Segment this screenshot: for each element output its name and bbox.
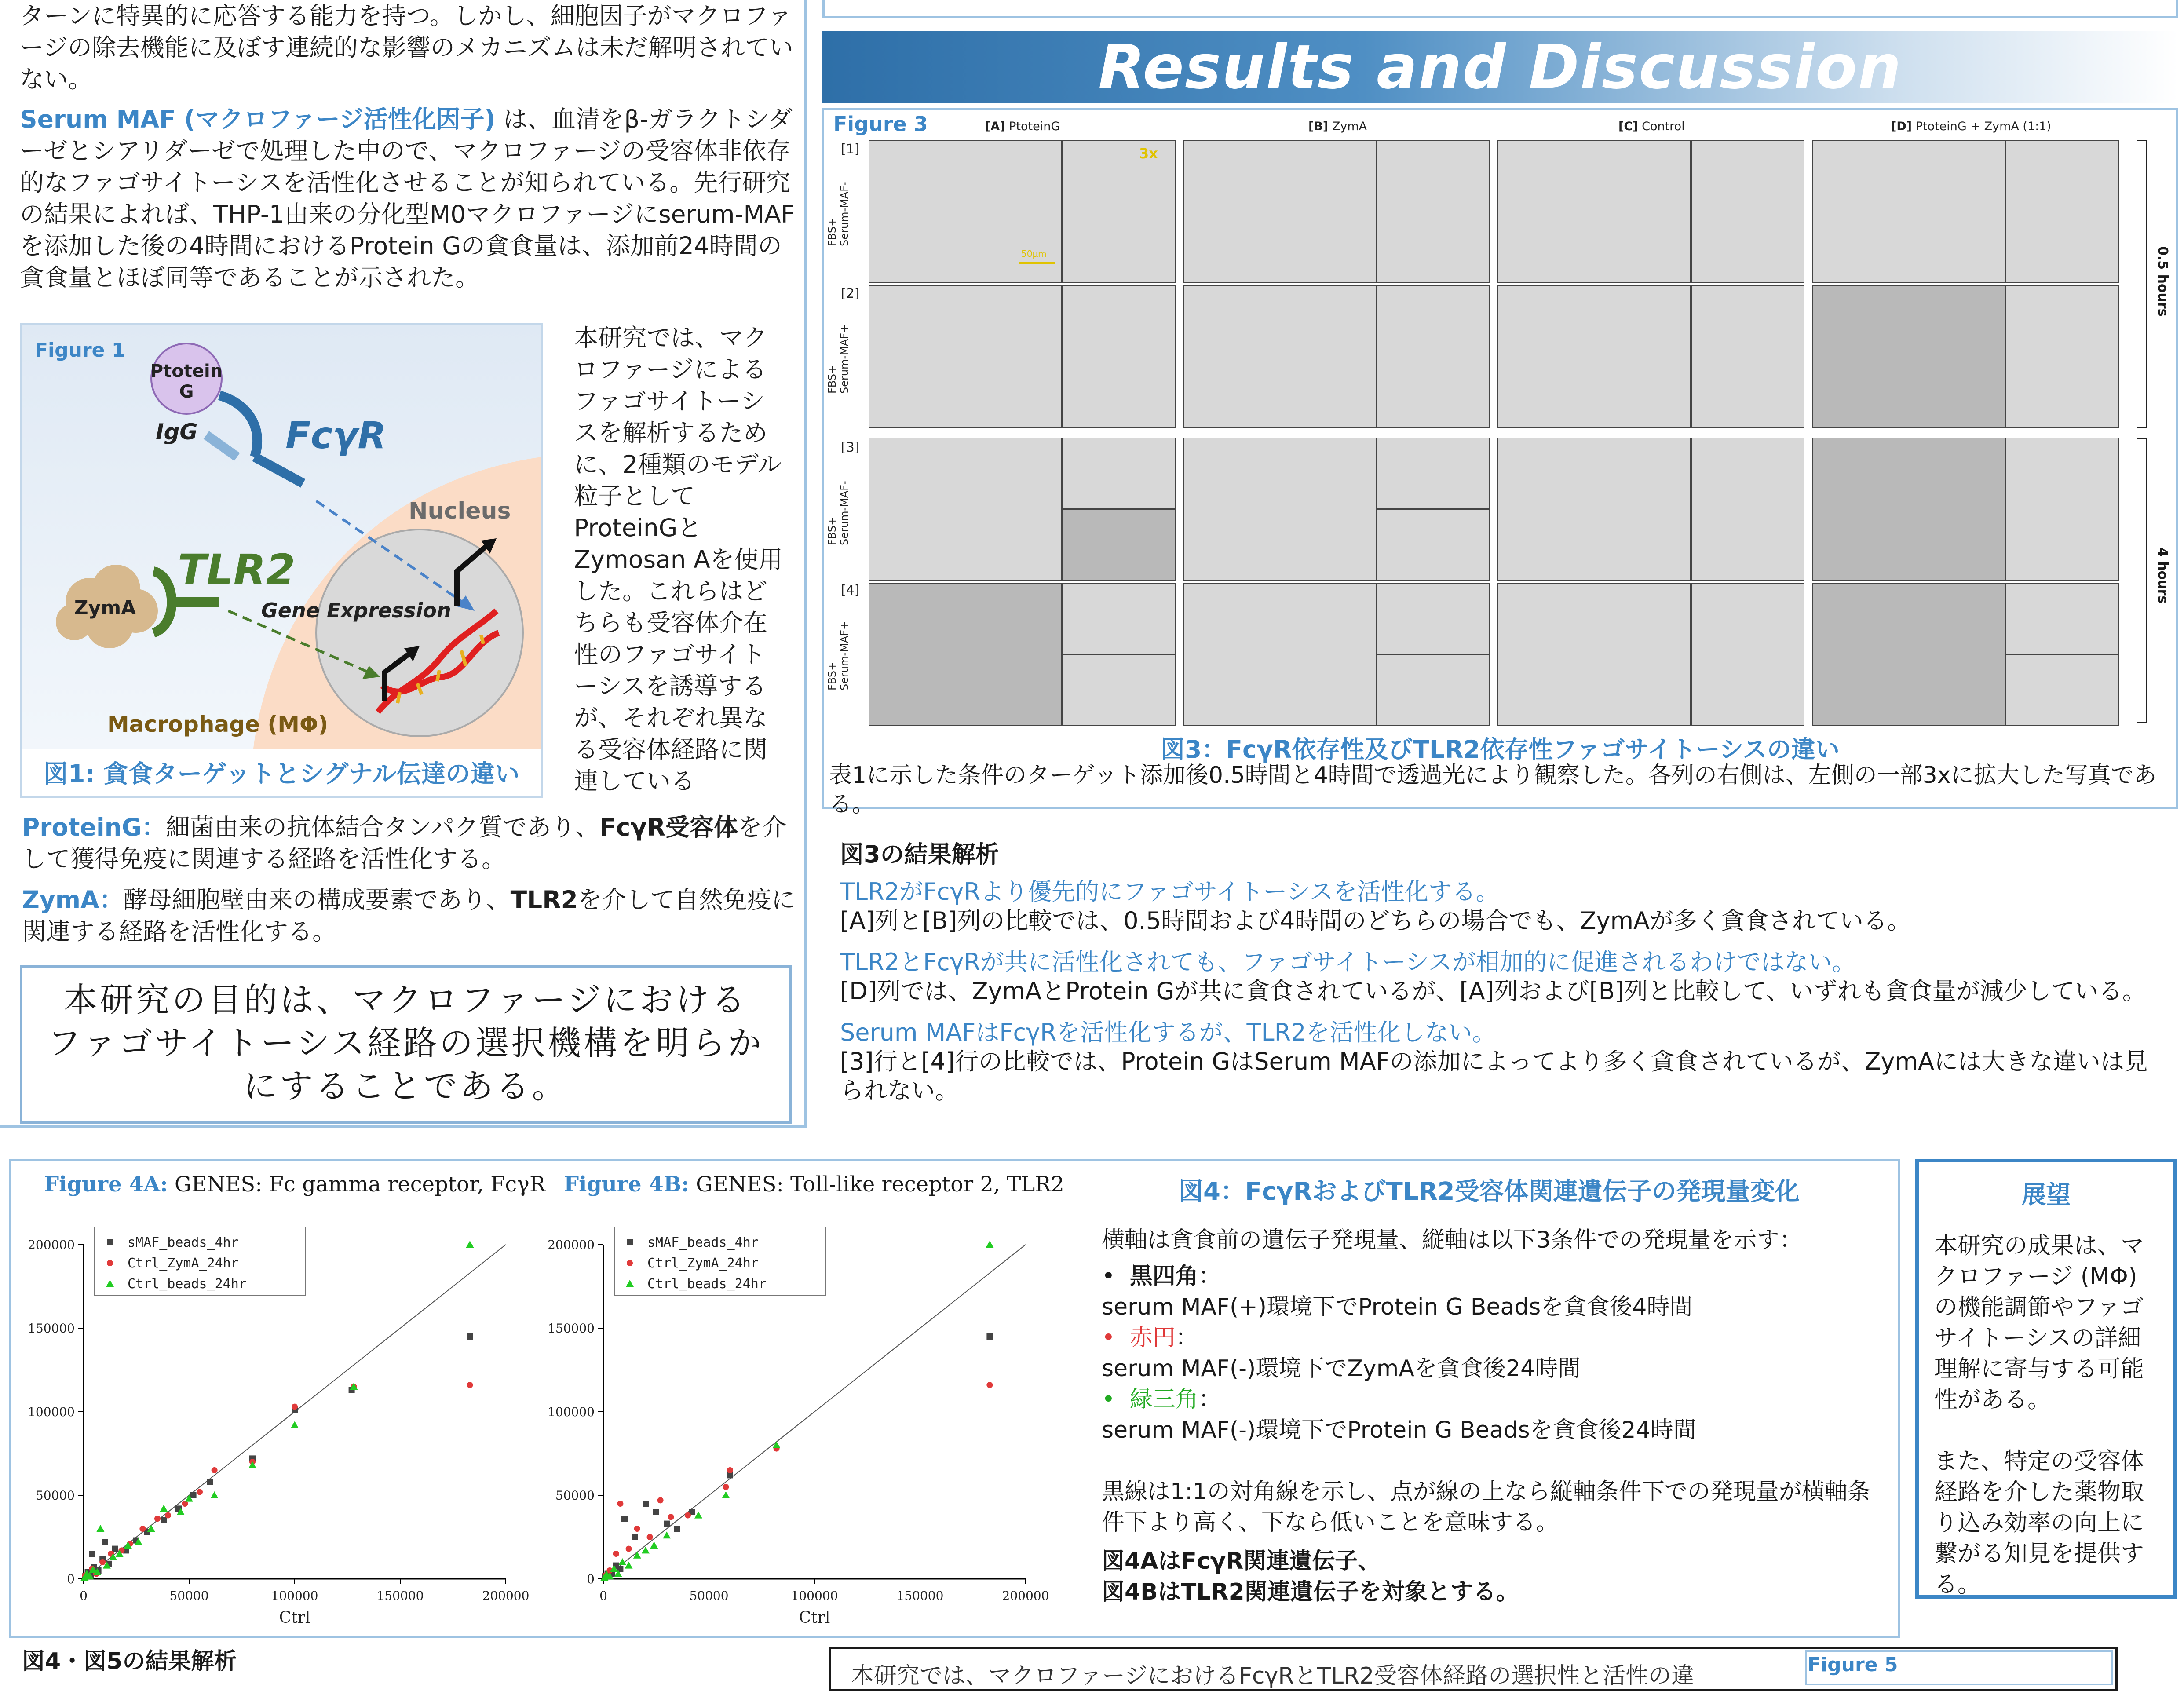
- figure4-description: [1102, 1225, 1889, 1607]
- results-header: [822, 31, 2178, 103]
- column-d-name: PtoteinG + ZymA (1:1): [1915, 120, 2051, 133]
- micrograph-1b: [1183, 140, 1377, 283]
- igg-label: IgG: [156, 419, 198, 445]
- figure4-target-a: 図4AはFcγR関連遺伝子、: [1102, 1548, 1381, 1574]
- fig4b-point-sMAF_beads_4hr-6: [632, 1534, 638, 1540]
- igg-stem: [206, 435, 237, 457]
- fig4b-point-Ctrl_beads_24hr-7: [633, 1552, 641, 1559]
- fig4b-xtick-label-3: 150000: [896, 1589, 944, 1603]
- row1-cond1: FBS+: [826, 217, 838, 246]
- results-title: Results and Discussion: [1098, 32, 1902, 102]
- fig4b-legend-label-1: Ctrl_ZymA_24hr: [647, 1256, 759, 1271]
- column-label-a: [985, 120, 1060, 133]
- outlook-paragraph-1: 本研究の成果は、マクロファージ (MΦ) の機能調節やファゴサイトーシスの詳細理解に寄与する可能性がある。: [1934, 1232, 2144, 1413]
- fig4a-point-Ctrl_beads_24hr-12: [160, 1505, 168, 1512]
- micrograph-4c: [1497, 583, 1691, 726]
- micrograph-zoom-1b: [1377, 140, 1490, 283]
- figure3-note: 表1に示した条件のターゲット添加後0.5時間と4時間で透過光により観察した。各列の右側は、左側の一部3xに拡大した写真である。: [829, 762, 2157, 818]
- fig4a-point-sMAF_beads_4hr-14: [207, 1479, 213, 1485]
- column-d-tag: [D]: [1891, 120, 1912, 133]
- fig4b-point-sMAF_beads_4hr-8: [653, 1509, 659, 1515]
- legend-green-row: • 緑三角：: [1102, 1386, 1221, 1413]
- analysis-3-body: [3]行と[4]行の比較では、Protein GはSerum MAFの添加によってより多く貪食されているが、ZymAには大きな違いは見られない。: [840, 1048, 2148, 1104]
- fig4a-point-Ctrl_beads_24hr-15: [211, 1491, 219, 1498]
- gene-expression-label: Gene Expression: [261, 599, 451, 622]
- micrograph-zoom-3d: [2005, 438, 2119, 581]
- fig4b-ytick-label-3: 150000: [548, 1321, 595, 1336]
- fig4a-point-Ctrl_ZymA_24hr-9: [154, 1516, 161, 1522]
- fig4b-point-sMAF_beads_4hr-9: [664, 1521, 670, 1527]
- row1-cond2: Serum-MAF-: [838, 182, 851, 246]
- column-a-name: PtoteinG: [1009, 120, 1060, 133]
- fig4a-point-sMAF_beads_4hr-13: [190, 1492, 197, 1498]
- fig4a-xlabel: Ctrl: [279, 1609, 310, 1627]
- scale-bar-label: 50μm: [1021, 248, 1047, 259]
- analysis-3-head: Serum MAFはFcγRを活性化するが、TLR2を活性化しない。: [840, 1019, 1496, 1046]
- fig4a-xtick-label-4: 200000: [482, 1589, 530, 1603]
- purpose-line-1: 本研究の目的は、マクロファージにおける: [64, 980, 748, 1019]
- fig4a-legend-label-1: Ctrl_ZymA_24hr: [128, 1256, 239, 1271]
- figure4a-title: [44, 1172, 545, 1197]
- fig4b-legend-label-0: sMAF_beads_4hr: [647, 1235, 759, 1250]
- analysis-2-head: TLR2とFcγRが共に活性化されても、ファゴサイトーシスが相加的に促進されるわけではない。: [840, 948, 1856, 976]
- macrophage-label: Macrophage (MΦ): [107, 712, 329, 737]
- serum-maf-text: は、血清をβ-ガラクトシダーゼとシアリダーゼで処理した中ので、マクロファージの受容体非依存的なファゴサイトーシスを活性化させることが知られている。先行研究の結果によれば、THP-1由来の分化型M0マクロファージにserum-MAFを添加した後の4時間におけるProtein Gの貪食量は、添加前24時間の貪食量とほぼ同等であることが示された。: [20, 105, 795, 292]
- fig4b-point-Ctrl_beads_24hr-11: [694, 1512, 702, 1519]
- top-strip-box: [822, 0, 2178, 18]
- fig4b-point-Ctrl_ZymA_24hr-13: [986, 1382, 993, 1388]
- row-cond-3: [826, 481, 851, 545]
- legend-red-desc: serum MAF(-)環境下でZymAを貪食後24時間: [1102, 1355, 1581, 1382]
- figure3-analysis-title: 図3の結果解析: [840, 840, 999, 868]
- bracket-short-time: [2137, 140, 2147, 428]
- scale-bar: [1019, 262, 1055, 264]
- figure4a-genes: GENES: Fc gamma receptor, FcγR: [168, 1172, 546, 1197]
- micrograph-2b: [1183, 285, 1377, 428]
- legend-black-desc: serum MAF(+)環境下でProtein G Beadsを貪食後4時間: [1102, 1294, 1693, 1320]
- row4-cond2: Serum-MAF+: [838, 621, 851, 690]
- fig4b-legend-marker-0: [627, 1239, 633, 1245]
- zyma-term: ZymA：: [22, 886, 124, 914]
- fig4b-legend: [614, 1227, 825, 1295]
- intro-paragraph: ターンに特異的に応答する能力を持つ。しかし、細胞因子がマクロファージの除去機能に及ぼす連続的な影響のメカニズムは未だ解明されていない。: [20, 2, 793, 93]
- proteing-term: ProteinG：: [22, 813, 166, 841]
- fig4a-point-Ctrl_ZymA_24hr-15: [292, 1404, 298, 1410]
- micrograph-3b: [1183, 438, 1377, 581]
- fig4b-xtick-label-2: 100000: [791, 1589, 838, 1603]
- row-cond-1: [826, 182, 851, 246]
- row3-cond2: Serum-MAF-: [838, 481, 851, 545]
- column-label-c: [1618, 120, 1685, 133]
- fig4a-point-sMAF_beads_4hr-18: [467, 1333, 473, 1340]
- fig4b-point-Ctrl_beads_24hr-9: [650, 1541, 658, 1549]
- micrograph-zoom-4a-bottom: [1062, 654, 1176, 726]
- row-cond-2: [826, 324, 851, 394]
- fig4a-point-Ctrl_ZymA_24hr-10: [165, 1512, 171, 1519]
- fig4a-point-Ctrl_ZymA_24hr-13: [212, 1467, 218, 1473]
- figure4b-title: [564, 1172, 1064, 1197]
- fig4b-point-Ctrl_ZymA_24hr-2: [613, 1551, 619, 1557]
- zyma-bold: TLR2: [510, 886, 578, 914]
- fig4b-point-Ctrl_beads_24hr-13: [773, 1441, 781, 1448]
- figure4-target-b: 図4BはTLR2関連遺伝子を対象とする。: [1102, 1579, 1519, 1605]
- proteing-bold: FcγR受容体: [599, 813, 738, 841]
- micrograph-zoom-1a: [1062, 140, 1176, 283]
- fig4b-point-Ctrl_ZymA_24hr-11: [727, 1467, 733, 1473]
- serum-maf-paragraph: [20, 103, 798, 293]
- outlook-box: [1915, 1159, 2177, 1599]
- micrograph-zoom-4d-bottom: [2005, 654, 2119, 726]
- fcgr-stem: [255, 457, 303, 483]
- legend-red-row: • 赤円：: [1102, 1325, 1198, 1351]
- tlr2-label: TLR2: [178, 545, 296, 595]
- micrograph-zoom-3a-bottom: [1062, 509, 1176, 581]
- column-label-d: [1891, 120, 2051, 133]
- legend-black-colon: ：: [1198, 1263, 1221, 1289]
- fig4b-point-sMAF_beads_4hr-10: [674, 1526, 680, 1532]
- fig4b-point-sMAF_beads_4hr-7: [643, 1501, 649, 1507]
- outlook-paragraph-2: また、特定の受容体経路を介した薬物取り込み効率の向上に繋がる知見を提供する。: [1934, 1448, 2144, 1598]
- outlook-text: [1934, 1231, 2163, 1600]
- outlook-title: 展望: [2021, 1181, 2071, 1209]
- fig4b-legend-marker-1: [627, 1260, 633, 1266]
- micrograph-zoom-3c: [1691, 438, 1804, 581]
- figure4b-chart: [537, 1205, 1056, 1640]
- row2-cond2: Serum-MAF+: [838, 324, 851, 394]
- fig4b-point-sMAF_beads_4hr-5: [621, 1516, 628, 1522]
- fig4a-point-Ctrl_beads_24hr-11: [147, 1525, 155, 1532]
- conclusion-text: 本研究では、マクロファージにおけるFcγRとTLR2受容体経路の選択性と活性の違: [851, 1663, 1695, 1689]
- micrograph-2a: [869, 285, 1062, 428]
- figure1-svg: [22, 325, 541, 796]
- fcgr-label: FcγR: [285, 414, 387, 457]
- fig4b-point-Ctrl_beads_24hr-12: [722, 1491, 730, 1498]
- purpose-box: [20, 965, 792, 1124]
- fig4b-legend-label-2: Ctrl_beads_24hr: [647, 1276, 767, 1292]
- row-tag-1: [1]: [841, 142, 860, 157]
- figure5-label: Figure 5: [1808, 1654, 1898, 1676]
- fig4b-xtick-label-1: 50000: [689, 1589, 729, 1603]
- fig4b-ytick-label-2: 100000: [548, 1405, 595, 1419]
- micrograph-zoom-2d: [2005, 285, 2119, 428]
- micrograph-zoom-4b-top: [1377, 583, 1490, 654]
- fig4b-xlabel: Ctrl: [799, 1609, 830, 1627]
- row-tag-4: [4]: [841, 583, 860, 598]
- fig4b-point-Ctrl_ZymA_24hr-4: [626, 1546, 632, 1552]
- micrograph-zoom-4a-top: [1062, 583, 1176, 654]
- fig4a-legend-label-2: Ctrl_beads_24hr: [128, 1276, 247, 1292]
- fig4b-point-Ctrl_ZymA_24hr-5: [634, 1526, 640, 1532]
- fig4a-ytick-label-1: 50000: [35, 1488, 75, 1503]
- micrograph-4a: [869, 583, 1062, 726]
- micrograph-zoom-1c: [1691, 140, 1804, 283]
- figure3-caption: 図3：FcγR依存性及びTLR2依存性ファゴサイトーシスの違い: [1161, 735, 1840, 763]
- figure1-side-text: 本研究では、マクロファージによるファゴサイトーシスを解析するために、2種類のモデル粒子としてProteinGとZymosan Aを使用した。これらはどちらも受容体介在性のファゴサイトーシスを誘導するが、それぞれ異なる受容体経路に関連している: [574, 324, 783, 795]
- micrograph-2d: [1812, 285, 2005, 428]
- fig4a-xtick-label-2: 100000: [271, 1589, 318, 1603]
- analysis-2-body: [D]列では、ZymAとProtein Gが共に貪食されているが、[A]列および[B]列と比較して、いずれも貪食量が減少している。: [840, 977, 2146, 1005]
- legend-green-desc: serum MAF(-)環境下でProtein G Beadsを貪食後24時間: [1102, 1417, 1696, 1443]
- fig4a-point-Ctrl_ZymA_24hr-8: [139, 1526, 146, 1532]
- micrograph-zoom-2a: [1062, 285, 1176, 428]
- micrograph-zoom-2c: [1691, 285, 1804, 428]
- fig4b-point-Ctrl_beads_24hr-10: [663, 1531, 671, 1538]
- zyma-text1: 酵母細胞壁由来の構成要素であり、: [123, 886, 511, 914]
- micrograph-zoom-4b-bottom: [1377, 654, 1490, 726]
- zyma-text2: を介して自然免疫に関連する経路を活性化する。: [22, 886, 796, 946]
- figure4a-chart: [18, 1205, 537, 1640]
- proteing-paragraph: [22, 811, 796, 875]
- fig4b-point-sMAF_beads_4hr-13: [986, 1333, 993, 1340]
- legend-black-label: 黒四角: [1129, 1263, 1198, 1289]
- figure3-label: Figure 3: [833, 112, 928, 136]
- micrograph-3a: [869, 438, 1062, 581]
- fig4b-point-Ctrl_ZymA_24hr-6: [647, 1534, 653, 1540]
- fig4a-point-Ctrl_beads_24hr-17: [291, 1421, 299, 1428]
- fig4a-ytick-label-0: 0: [67, 1572, 75, 1586]
- fig4b-point-Ctrl_beads_24hr-14: [986, 1241, 993, 1248]
- fig4a-ytick-label-2: 100000: [28, 1405, 75, 1419]
- micrograph-2c: [1497, 285, 1691, 428]
- column-c-name: Control: [1642, 120, 1685, 133]
- column-a-tag: [A]: [985, 120, 1005, 133]
- micrograph-zoom-1d: [2005, 140, 2119, 283]
- fig4b-point-Ctrl_ZymA_24hr-3: [617, 1501, 623, 1507]
- row-tag-2: [2]: [841, 286, 860, 301]
- fig4a-point-sMAF_beads_4hr-19: [89, 1551, 95, 1557]
- column-b-tag: [B]: [1308, 120, 1329, 133]
- fig4b-point-Ctrl_ZymA_24hr-9: [685, 1512, 691, 1519]
- fig4a-legend-label-0: sMAF_beads_4hr: [128, 1235, 239, 1250]
- time-short-label: 0.5 hours: [2155, 246, 2170, 317]
- nucleus-label: Nucleus: [409, 498, 511, 524]
- legend-green-colon: ：: [1198, 1386, 1221, 1413]
- fig4a-point-sMAF_beads_4hr-20: [102, 1539, 108, 1545]
- figure4b-label: Figure 4B:: [564, 1172, 689, 1197]
- row2-cond1: FBS+: [826, 365, 838, 394]
- legend-red-colon: ：: [1175, 1325, 1198, 1351]
- legend-black-row: • 黒四角：: [1102, 1263, 1221, 1289]
- row-cond-4: [826, 621, 851, 690]
- micrograph-4d: [1812, 583, 2005, 726]
- proteing-text2: を介して獲得免疫に関連する経路を活性化する。: [22, 813, 787, 873]
- fig4b-xtick-label-0: 0: [599, 1589, 607, 1603]
- figure4-caption: 図4：FcγRおよびTLR2受容体関連遺伝子の発現量変化: [1179, 1177, 1800, 1206]
- fig4a-point-sMAF_beads_4hr-11: [161, 1517, 167, 1523]
- row-tag-3: [3]: [841, 440, 860, 455]
- column-label-b: [1308, 120, 1367, 133]
- serum-maf-term: Serum MAF (マクロファージ活性化因子): [20, 105, 496, 133]
- column-c-tag: [C]: [1618, 120, 1638, 133]
- figure4b-genes: GENES: Toll-like receptor 2, TLR2: [689, 1172, 1064, 1197]
- micrograph-1c: [1497, 140, 1691, 283]
- fig4a-point-Ctrl_beads_24hr-19: [466, 1241, 474, 1248]
- fig4b-point-Ctrl_ZymA_24hr-10: [723, 1484, 729, 1490]
- bracket-long-time: [2137, 438, 2147, 723]
- zyma-paragraph: [22, 884, 796, 947]
- proteing-text1: 細菌由来の抗体結合タンパク質であり、: [165, 813, 600, 841]
- fig4a-legend-marker-1: [107, 1260, 113, 1266]
- fig4a-point-Ctrl_beads_24hr-5: [96, 1525, 104, 1532]
- figure1-diagram: [20, 323, 543, 798]
- fig4b-ytick-label-0: 0: [587, 1572, 595, 1586]
- fig4b-point-Ctrl_ZymA_24hr-7: [657, 1497, 664, 1503]
- fig4a-xtick-label-0: 0: [80, 1589, 88, 1603]
- fig4a-legend: [95, 1227, 306, 1295]
- micrograph-zoom-3a-top: [1062, 438, 1176, 509]
- micrograph-1d: [1812, 140, 2005, 283]
- fig4b-ytick-label-1: 50000: [555, 1488, 595, 1503]
- fig4a-point-Ctrl_ZymA_24hr-12: [197, 1489, 203, 1495]
- figure1-label: Figure 1: [35, 339, 125, 362]
- micrograph-zoom-3b-bottom: [1377, 509, 1490, 581]
- tlr2-receptor-arc: [153, 571, 172, 633]
- micrograph-3d: [1812, 438, 2005, 581]
- figure4-intro: 横軸は貪食前の遺伝子発現量、縦軸は以下3条件での発現量を示す：: [1102, 1227, 1803, 1253]
- fig4a-point-Ctrl_ZymA_24hr-4: [99, 1559, 106, 1565]
- column-b-name: ZymA: [1332, 120, 1367, 133]
- fig4b-ytick-label-4: 200000: [548, 1238, 595, 1252]
- figure45-analysis-title: 図4・図5の結果解析: [22, 1648, 237, 1675]
- figure1-caption: 図1: 貪食ターゲットとシグナル伝達の違い: [43, 760, 520, 789]
- micrograph-zoom-4d-top: [2005, 583, 2119, 654]
- micrograph-zoom-2b: [1377, 285, 1490, 428]
- micrograph-1a: [869, 140, 1062, 283]
- fig4a-point-Ctrl_ZymA_24hr-17: [467, 1382, 473, 1388]
- fig4a-ytick-label-3: 150000: [28, 1321, 75, 1336]
- fig4b-point-Ctrl_ZymA_24hr-8: [668, 1514, 674, 1520]
- micrograph-3c: [1497, 438, 1691, 581]
- analysis-1-head: TLR2がFcγRより優先的にファゴサイトーシスを活性化する。: [840, 878, 1500, 906]
- analysis-1-body: [A]列と[B]列の比較では、0.5時間および4時間のどちらの場合でも、ZymAが多く貪食されている。: [840, 907, 1911, 935]
- fig4a-ytick-label-4: 200000: [28, 1238, 75, 1252]
- fig4a-xtick-label-3: 150000: [376, 1589, 424, 1603]
- time-long-label: 4 hours: [2155, 548, 2170, 604]
- micrograph-zoom-4c: [1691, 583, 1804, 726]
- fig4a-legend-marker-0: [107, 1239, 113, 1245]
- row3-cond1: FBS+: [826, 516, 838, 545]
- legend-green-label: 緑三角: [1129, 1386, 1198, 1413]
- micrograph-zoom-3b-top: [1377, 438, 1490, 509]
- protein-g-letter: G: [179, 382, 194, 402]
- purpose-line-2: ファゴサイトーシス経路の選択機構を明らか: [47, 1023, 764, 1063]
- legend-red-label: 赤円: [1129, 1325, 1176, 1351]
- zyma-label: ZymA: [74, 597, 136, 619]
- fig4a-point-sMAF_beads_4hr-7: [112, 1546, 118, 1552]
- figure3-analysis-list: [840, 877, 2168, 1105]
- fig4a-xtick-label-1: 50000: [169, 1589, 209, 1603]
- figure4a-label: Figure 4A:: [44, 1172, 168, 1197]
- purpose-line-3: にすることである。: [243, 1066, 568, 1106]
- fig4b-xtick-label-4: 200000: [1002, 1589, 1049, 1603]
- micrograph-4b: [1183, 583, 1377, 726]
- protein-g-label: Ptotein: [150, 361, 223, 381]
- magnification-label: 3x: [1139, 145, 1158, 162]
- row4-cond1: FBS+: [826, 661, 838, 690]
- diagonal-explanation: 黒線は1:1の対角線を示し、点が線の上なら縦軸条件下での発現量が横軸条件下より高く、下なら低いことを意味する。: [1102, 1479, 1870, 1536]
